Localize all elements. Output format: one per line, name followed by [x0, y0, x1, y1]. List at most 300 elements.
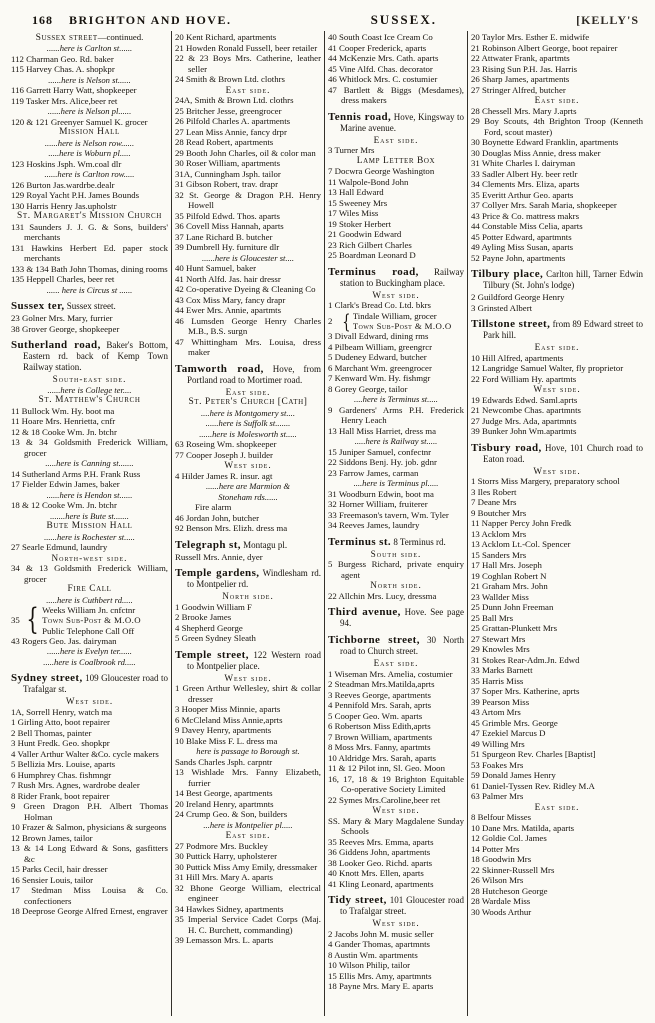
directory-entry: 120 & 121 Greenyer Samuel K. grocer	[11, 116, 148, 127]
directory-columns	[8, 31, 649, 1016]
directory-entry: 41 North Alfd. Jas. hair dressr	[175, 273, 281, 284]
braced-entry-line: Town Sub-Post & M.O.O	[352, 320, 452, 331]
directory-entry: 25 Ball Mrs	[471, 612, 514, 623]
cross-street-note: .....here is Canning st.......	[45, 458, 134, 468]
side-label: East side.	[225, 386, 271, 397]
directory-entry: 49 Ayling Miss Susan, aparts	[471, 242, 574, 252]
directory-entry: 35 Pilfold Edwd. Thos. aparts	[175, 210, 280, 221]
street-name: Sussex ter,	[11, 300, 65, 312]
directory-entry: 2 Steadman Mrs.Matilda,aprts	[328, 679, 435, 690]
directory-entry: 27 Searle Edmund, laundry	[11, 542, 108, 552]
street-description: —continued.	[97, 32, 144, 42]
street-heading	[328, 635, 464, 657]
directory-entry: 45 Vine Alfd. Chas. decorator	[328, 63, 433, 74]
street-description: from 89 Edward street to Park hill.	[483, 319, 643, 340]
directory-entry: 61 Daniel-Tyssen Rev. Ridley M.A	[471, 780, 595, 791]
directory-entry: 4 Gander Thomas, apartmnts	[328, 939, 430, 950]
side-label: West side.	[65, 696, 114, 707]
directory-entry: 27 Judge Mrs. Ada, apartmnts	[471, 415, 577, 426]
street-name: Tennis road,	[328, 110, 392, 123]
street-description: Hove. See page 94.	[340, 607, 464, 629]
cross-street-note: .......here is Bute st.......	[50, 510, 129, 521]
street-heading	[328, 895, 464, 917]
street-heading	[328, 537, 464, 548]
cross-street-note: ......here is Evelyn ter......	[47, 646, 132, 657]
directory-entry: 3 Iles Robert	[471, 486, 517, 497]
directory-entry: Sands Charles Jsph. carpntr	[175, 756, 273, 767]
cross-street-note: ...... here is Circus st ......	[46, 284, 133, 295]
side-label: West side.	[224, 672, 272, 683]
directory-entry: 36 Giddens John, apartments	[328, 847, 431, 858]
cross-street-note: ....here is Terminus pl.....	[353, 478, 439, 489]
directory-entry: 29 Knowles Mrs	[471, 644, 530, 654]
directory-entry: 22 & 23 Boys Mrs. Catherine, leather seller	[175, 53, 321, 74]
directory-entry: 3 Turner Mrs	[328, 145, 375, 155]
directory-entry: 6 Robertson Miss Edith,aprts	[328, 721, 431, 732]
directory-entry: 30 Puttick Harry, upholsterer	[175, 851, 278, 861]
directory-entry: 15 Juniper Samuel, confectnr	[328, 446, 432, 457]
directory-entry: 34 & 13 Goldsmith Frederick William, grocer	[11, 563, 168, 584]
directory-entry: 10 Blake Miss F. L. dress ma	[175, 735, 278, 746]
street-description: Hove, from Portland road to Mortimer road.	[187, 363, 321, 385]
directory-entry: 52 Payne John, apartments	[471, 252, 566, 263]
directory-entry: 31 Hill Mrs. Mary A. aparts	[175, 872, 273, 882]
institution-label: Lamp Letter Box	[356, 155, 436, 166]
directory-entry: 40 South Coast Ice Cream Co	[328, 32, 433, 42]
directory-entry: 24A, Smith & Brown Ltd. clothrs	[175, 95, 294, 105]
directory-entry: 16, 17, 18 & 19 Brighton Equitable Co-operative Society Limited	[328, 773, 464, 795]
directory-entry: 32 Horner William, fruiterer	[328, 499, 428, 510]
side-label: West side.	[533, 384, 581, 394]
street-heading	[471, 269, 643, 291]
directory-entry: 119 Tasker Mrs. Alice,beer ret	[11, 95, 118, 106]
side-label: East side.	[534, 95, 580, 105]
directory-entry: 10 Hill Alfred, apartments	[471, 352, 564, 363]
directory-entry: 8 Moss Mrs. Fanny, apartmts	[328, 742, 431, 753]
directory-entry: 27 Podmore Mrs. Buckley	[175, 840, 268, 851]
directory-entry: 38 Grover George, shopkeeper	[11, 323, 120, 334]
side-label: East side.	[225, 830, 271, 840]
directory-entry: 44 Ewer Mrs. Annie, apartmts	[175, 305, 282, 315]
directory-entry: 39 Bunker John Wm.apartmts	[471, 426, 577, 436]
directory-entry: 133 & 134 Bath John Thomas, dining rooms	[11, 263, 168, 274]
side-label: North side.	[370, 580, 422, 591]
cross-street-note: .....here is Woburn pl.....	[48, 148, 131, 158]
cross-street-note: ......here is Rochester st.....	[44, 531, 135, 542]
street-description: 8 Terminus rd.	[391, 536, 446, 547]
directory-entry: 23 Golner Mrs. Mary, furrier	[11, 313, 113, 323]
directory-entry: 13 Hall Edward	[328, 187, 384, 197]
street-heading	[471, 443, 643, 465]
street-heading	[11, 301, 168, 312]
directory-entry: 10 Frazer & Salmon, physicians & surgeons	[11, 822, 167, 833]
directory-entry: 21 Newcombe Chas. apartmnts	[471, 405, 581, 415]
directory-entry: 41 Cooper Frederick, aparts	[328, 42, 427, 53]
directory-entry: 45 Potter Edward, apartmnts	[471, 231, 572, 242]
directory-entry: 14 Sutherland Arms P.H. Frank Russ	[11, 468, 141, 479]
directory-entry: 43 Cox Miss Mary, fancy drapr	[175, 294, 286, 305]
directory-entry: 129 Royal Yacht P.H. James Bounds	[11, 190, 140, 200]
directory-entry: 31 Stokes Rear-Adm.Jn. Edwd	[471, 654, 580, 665]
directory-entry: 1A, Sorrell Henry, watch ma	[11, 706, 113, 717]
header-place-title: BRIGHTON AND HOVE.	[69, 13, 232, 27]
directory-entry: 31 White Charles I. dairyman	[471, 158, 576, 168]
directory-entry: 25 Grattan-Plunkett Mrs	[471, 623, 558, 633]
directory-entry: 12 Brown James, tailor	[11, 832, 93, 843]
directory-entry: 30 Woods Arthur	[471, 906, 532, 917]
directory-entry: 37 Collyer Mrs. Sarah Maria, shopkeeper	[471, 200, 617, 210]
directory-entry: 123 Hoskins Jsph. Wm.coal dlr	[11, 158, 122, 169]
directory-entry: 13 Acklom Lt.-Col. Spencer	[471, 539, 571, 549]
directory-entry: 34 Reeves James, laundry	[328, 520, 420, 531]
directory-entry: 15 Sweeney Mrs	[328, 197, 388, 208]
directory-entry: 27 Stringer Alfred, butcher	[471, 84, 566, 95]
directory-entry: 24 Crump Geo. & Son, builders	[175, 809, 288, 819]
side-label: South-east side.	[52, 374, 127, 384]
directory-entry: 3 Hunt Fredk. Geo. shopkpr	[11, 738, 110, 749]
institution-label: Fire Call	[67, 584, 112, 594]
directory-entry: 15 Sanders Mrs	[471, 549, 527, 560]
street-heading	[328, 607, 464, 629]
side-label: West side.	[372, 918, 420, 929]
cross-street-note: ....here is Montgomery st....	[201, 407, 295, 418]
directory-entry: 37 Lane Richard B. butcher	[175, 231, 273, 242]
directory-entry: 17 Stedman Miss Louisa & Co. confectioners	[11, 885, 168, 906]
directory-entry: 30 Roser William, apartments	[175, 158, 281, 168]
header-publisher-mark: [KELLY'S	[576, 13, 639, 27]
directory-entry: 46 Lumsden George Henry Charles M.B., B.S. surgn	[175, 315, 321, 336]
cross-street-note: .....here is Cuthbert rd.....	[46, 594, 133, 605]
directory-entry: 11 Napper Percy John Fredk	[471, 518, 572, 528]
column-1	[8, 31, 171, 1016]
directory-entry: 5 Bellizia Mrs. Louise, aparts	[11, 759, 116, 770]
street-name: Terminus road,	[328, 265, 419, 278]
column-2	[171, 31, 324, 1016]
directory-entry: 17 Hall Mrs. Joseph	[471, 560, 542, 570]
directory-entry: 5 Cooper Geo. Wm. aparts	[328, 710, 423, 721]
directory-entry: 7 Rush Mrs. Agnes, wardrobe dealer	[11, 780, 140, 791]
cross-street-note: ......here is Hendon st......	[46, 489, 133, 500]
directory-entry: 3 Reeves George, apartments	[328, 689, 431, 700]
directory-entry: 5 Dudeney Edward, butcher	[328, 352, 427, 363]
directory-entry: 19 Edwards Edwd. Saml.aprts	[471, 394, 578, 405]
directory-entry: 5 Burgess Richard, private enquiry agent	[328, 559, 464, 580]
side-label: West side.	[372, 289, 420, 300]
side-label: East side.	[225, 84, 271, 95]
street-heading	[11, 340, 168, 373]
directory-entry: 1 Green Arthur Wellesley, shirt & collar dresser	[175, 683, 321, 704]
directory-entry: 12 & 18 Cooke Wm. Jn. btchr	[11, 426, 117, 437]
directory-entry: 47 Whittingham Mrs. Louisa, dress maker	[175, 336, 321, 357]
directory-entry: 10 Wilson Philip, tailor	[328, 960, 411, 971]
directory-entry: 41 Kling Leonard, apartments	[328, 878, 434, 889]
cross-street-note: ......here is Nelson pl......	[47, 106, 132, 116]
street-heading	[328, 267, 464, 289]
street-name: Tillstone street,	[471, 318, 551, 330]
directory-entry: 13 & 34 Goldsmith Frederick William, grocer	[11, 437, 168, 458]
directory-entry: 19 Coghlan Robert N	[471, 570, 547, 581]
directory-entry: 13 Acklom Mrs	[471, 528, 527, 539]
directory-entry: 26 Sharp James, apartments	[471, 74, 570, 84]
braced-entry	[328, 308, 464, 333]
cross-street-note: ....here is Terminus st.....	[354, 394, 438, 405]
directory-entry: 1 Wiseman Mrs. Amelia, costumier	[328, 668, 453, 679]
directory-entry: 1 Clark's Bread Co. Ltd. bkrs	[328, 300, 431, 310]
directory-entry: 11 & 12 Pilot inn, Sl. Geo. Moon	[328, 763, 445, 774]
directory-entry: 44 Constable Miss Celia, aparts	[471, 221, 583, 231]
directory-entry: 131 Hawkins Herbert Ed. paper stock merchants	[11, 242, 168, 263]
side-label: West side.	[533, 465, 581, 476]
directory-entry: 22 Symes Mrs.Caroline,beer ret	[328, 794, 441, 805]
page-number: 168	[32, 13, 53, 27]
street-name: Sussex street	[35, 32, 98, 43]
directory-entry: 15 Parks Cecil, hair dresser	[11, 864, 108, 875]
header-left	[32, 13, 231, 28]
directory-entry: 11 Bullock Wm. Hy. boot ma	[11, 405, 115, 416]
directory-entry: 33 Marks Barnett	[471, 665, 533, 675]
directory-entry: 131 Saunders J. J. G. & Sons, builders' merchants	[11, 221, 168, 242]
street-heading	[328, 112, 464, 134]
directory-entry: 9 Green Dragon P.H. Albert Thomas Holman	[11, 801, 168, 822]
directory-entry: 43 Artom Mrs	[471, 707, 521, 717]
directory-entry: 16 Sensier Louis, tailor	[11, 874, 94, 885]
street-name: Sutherland road,	[11, 339, 101, 351]
cross-street-note: ......here is Suffolk st.......	[205, 418, 291, 428]
directory-entry: 5 Green Sydney Sleath	[175, 633, 256, 643]
directory-entry: 29 Boy Scouts, 4th Brighton Troop (Kenneth Ford, scout master)	[471, 116, 643, 137]
directory-entry: 116 Garrett Harry Watt, shopkeeper	[11, 85, 137, 95]
directory-entry: 28 Read Robert, apartments	[175, 137, 274, 147]
directory-entry: 8 Gorey George, tailor	[328, 383, 408, 394]
braced-entry-line: Town Sub-Post & M.O.O	[42, 615, 141, 626]
house-number: 2	[328, 315, 333, 326]
side-label: East side.	[534, 801, 580, 812]
directory-entry: 34 Clements Mrs. Eliza, aparts	[471, 179, 580, 189]
directory-entry: 22 Skinner-Russell Mrs	[471, 864, 555, 875]
directory-entry: 3 Divall Edward, dining rms	[328, 331, 429, 342]
directory-entry: 30 Puttick Miss Amy Emily, dressmaker	[175, 861, 318, 872]
directory-entry: 30 Boynette Edward Franklin, apartments	[471, 137, 619, 147]
directory-entry: 35 Reeves Mrs. Emma, aparts	[328, 836, 434, 847]
braced-entry	[11, 602, 168, 638]
directory-entry: 4 Shepherd George	[175, 622, 243, 633]
directory-entry: 32 Bhone George William, electrical engineer	[175, 882, 321, 903]
directory-entry: 46 Jordan John, butcher	[175, 512, 260, 523]
house-number: 35	[11, 615, 20, 626]
directory-entry: 9 Davey Henry, apartments	[175, 725, 272, 735]
directory-entry: 19 Stoker Herbert	[328, 218, 392, 229]
street-description: Railway station to Buckingham place.	[340, 266, 465, 288]
directory-entry: 12 Langridge Samuel Walter, fly proprietor	[471, 363, 624, 373]
directory-entry: 21 Robinson Albert George, boot repairer	[471, 42, 618, 53]
institution-label: St. Margaret's Mission Church	[17, 211, 162, 221]
cross-street-note: Stoneham rds......	[218, 491, 278, 502]
header-county-title: SUSSEX.	[370, 12, 437, 27]
side-label: East side.	[373, 658, 419, 669]
directory-entry: 30 Douglas Miss Annie, dress maker	[471, 147, 601, 158]
street-name: Terminus st.	[328, 535, 392, 548]
directory-entry: 35 Everitt Arthur Geo. aparts	[471, 189, 574, 200]
directory-entry: 7 Docwra George Washington	[328, 166, 435, 176]
street-description: 30 North road to Church street.	[340, 635, 464, 657]
street-name: Sydney street,	[11, 672, 83, 685]
directory-entry: 59 Donald James Henry	[471, 770, 556, 780]
directory-entry: 23 Rising Sun P.H. Jas. Harris	[471, 63, 578, 74]
directory-entry: 51 Spurgeon Rev. Charles [Baptist]	[471, 749, 596, 759]
directory-entry: 18 & 12 Cooke Wm. Jn. btchr	[11, 500, 117, 510]
cross-street-note: ......here is College ter....	[47, 384, 132, 395]
directory-entry: 32 St. George & Dragon P.H. Henry Howell	[175, 189, 321, 210]
directory-entry: Russell Mrs. Annie, dyer	[175, 551, 263, 562]
directory-entry: 2 Brooke James	[175, 612, 232, 622]
directory-entry: 1 Storrs Miss Margery, preparatory school	[471, 476, 620, 486]
directory-entry: 7 Kenward Wm. Hy. fishmgr	[328, 373, 431, 384]
side-label: North-west side.	[51, 552, 128, 563]
directory-entry: 63 Palmer Mrs	[471, 791, 524, 801]
institution-label: St. Peter's Church [Cath]	[188, 397, 308, 407]
directory-entry: 21 Goodwin Edward	[328, 229, 402, 239]
cross-street-note: ...here is Montpelier pl.....	[203, 819, 293, 830]
directory-entry: 28 Hutcheson George	[471, 885, 548, 896]
directory-entry: 22 Ford William Hy. apartmts	[471, 373, 577, 384]
directory-entry: 20 Taylor Mrs. Esther E. midwife	[471, 32, 590, 42]
cross-street-note: ......here are Marmion &	[205, 481, 291, 491]
directory-entry: 12 Goldie Col. James	[471, 833, 547, 843]
directory-entry: 31 Gibson Robert, trav. drapr	[175, 179, 279, 189]
directory-entry: 25 Dunn John Freeman	[471, 602, 554, 612]
directory-entry: 4 Pilbeam William, greengrcr	[328, 341, 433, 352]
directory-entry: 13 & 14 Long Edward & Sons, gasfitters &c	[11, 843, 168, 864]
street-heading	[471, 319, 643, 341]
braced-entry-line: Public Telephone Call Off	[42, 625, 135, 636]
directory-entry: 10 Aldridge Mrs. Sarah, aparts	[328, 752, 436, 763]
directory-entry: 47 Ezekiel Marcus D	[471, 728, 546, 738]
directory-entry: 63 Roseing Wm. shopkeeper	[175, 439, 277, 449]
directory-entry: 39 Lemasson Mrs. L. aparts	[175, 935, 274, 945]
directory-entry: 8 Rider Frank, boot repairer	[11, 790, 110, 801]
street-description: Baker's Bottom, Eastern rd. back of Kemp Town Railway station.	[23, 340, 168, 372]
directory-entry: 42 Co-operative Dyeing & Cleaning Co	[175, 284, 316, 294]
directory-entry: 36 Covell Miss Hannah, aparts	[175, 221, 284, 231]
directory-entry: 14 Best George, apartments	[175, 788, 273, 798]
directory-entry: 2 Jacobs John M. music seller	[328, 928, 434, 939]
street-description: Hove, Kingsway to Marine avenue.	[340, 111, 464, 133]
cross-street-note: ......here is Carlton st......	[46, 43, 133, 53]
directory-entry: 35 Harris Miss	[471, 675, 524, 686]
directory-entry: 43 Rogers Geo. Jas. dairyman	[11, 635, 117, 646]
directory-entry: 18 Payne Mrs. Mary E. aparts	[328, 981, 434, 992]
directory-entry: 33 Freemason's tavern, Wm. Tyler	[328, 509, 449, 520]
brace-icon: {	[26, 602, 39, 638]
directory-entry: 112 Charman Geo. Rd. baker	[11, 53, 114, 64]
directory-entry: 39 Pearson Miss	[471, 696, 530, 707]
brace-lines	[42, 605, 168, 636]
directory-entry: 11 Hoare Mrs. Henrietta, cnfr	[11, 416, 116, 426]
street-name: Tichborne street,	[328, 634, 420, 647]
directory-entry: 115 Harvey Chas. A. shopkpr	[11, 64, 115, 74]
street-heading	[175, 568, 321, 590]
directory-entry: 25 Boardman Leonard D	[328, 250, 416, 260]
cross-street-note: ......here is Gloucester st....	[201, 252, 295, 263]
directory-entry: 28 Chessell Mrs. Mary J.aprts	[471, 105, 577, 116]
directory-entry: 2 Bell Thomas, painter	[11, 727, 92, 738]
directory-entry: 7 Deane Mrs	[471, 497, 517, 507]
directory-entry: 34 Hawkes Sidney, apartments	[175, 903, 284, 914]
braced-entry-line: Tindale William, grocer	[352, 310, 437, 321]
street-heading	[11, 673, 168, 695]
street-heading	[175, 540, 321, 551]
directory-entry: 27 Stewart Mrs	[471, 633, 526, 644]
side-label: West side.	[372, 805, 420, 816]
column-4	[467, 31, 646, 1016]
directory-entry: 17 Fielder Edwin James, baker	[11, 479, 120, 489]
street-name: Tilbury place,	[471, 268, 544, 280]
street-name: Third avenue,	[328, 606, 401, 619]
street-description: Windlesham rd. to Montpelier rd.	[187, 568, 321, 589]
directory-entry: 9 Gardeners' Arms P.H. Frederick Henry Leach	[328, 404, 464, 426]
street-name: Tamworth road,	[175, 362, 264, 375]
directory-entry: 8 Austin Wm. apartments	[328, 949, 418, 960]
directory-entry: 18 Deeprose George Alfred Ernest, engraver	[11, 906, 168, 917]
directory-entry: 1 Girling Atto, boot repairer	[11, 717, 110, 728]
directory-entry: 13 Hall Miss Harriet, dress ma	[328, 425, 436, 436]
note-line: Fire alarm	[195, 502, 232, 512]
street-name: Temple gardens,	[175, 567, 260, 579]
column-3	[324, 31, 467, 1016]
street-name: Tidy street,	[328, 894, 387, 907]
directory-entry: 6 Humphrey Chas. fishmngr	[11, 769, 112, 780]
street-heading	[175, 364, 321, 386]
directory-entry: 29 Booth John Charles, oil & color man	[175, 147, 316, 158]
cross-street-note: .....here is Railway st.....	[354, 436, 438, 447]
institution-label: St. Matthew's Church	[38, 395, 141, 405]
side-label: East side.	[373, 134, 419, 145]
directory-entry: 40 Hunt Samuel, baker	[175, 263, 257, 273]
directory-entry: 24 Smith & Brown Ltd. clothrs	[175, 74, 285, 84]
directory-entry: 126 Burton Jas.wardrbe.dealr	[11, 179, 115, 190]
street-heading	[175, 650, 321, 672]
directory-entry: SS. Mary & Mary Magdalene Sunday Schools	[328, 815, 464, 837]
directory-entry: 46 Whitlock Mrs. C. costumier	[328, 74, 438, 84]
brace-lines	[353, 311, 464, 332]
directory-entry: 47 Bartlett & Biggs (Mesdames), dress makers	[328, 84, 464, 105]
directory-entry: 23 Wallder Miss	[471, 591, 529, 602]
directory-entry: 2 Guildford George Henry	[471, 292, 565, 302]
directory-entry: 35 Imperial Service Cadet Corps (Maj. H. C. Burchett, commanding)	[175, 914, 321, 935]
institution-label: Bute Mission Hall	[46, 521, 133, 531]
cross-street-note: ......here is Carlton row.....	[44, 169, 135, 179]
directory-entry: 26 Pilfold Charles A. apartments	[175, 116, 291, 126]
institution-label: Mission Hall	[59, 127, 120, 137]
street-name: Temple street,	[175, 648, 249, 661]
page-header	[8, 8, 649, 31]
street-description: 122 Western road to Montpelier place.	[187, 649, 321, 671]
directory-entry: 11 Walpole-Bond John	[328, 176, 409, 187]
directory-entry: 28 Wardale Miss	[471, 896, 531, 906]
directory-entry: 9 Boutcher Mrs	[471, 507, 527, 518]
directory-entry: 21 Graham Mrs. John	[471, 581, 548, 591]
directory-entry: 4 Valler Arthur Walter &Co. cycle makers	[11, 748, 159, 759]
cross-street-note: ......here is Molesworth st.....	[199, 428, 297, 439]
directory-entry: 53 Foakes Mrs	[471, 759, 524, 770]
directory-entry: 4 Pennifold Mrs. Sarah, aprts	[328, 700, 432, 711]
directory-entry: 20 Ireland Henry, apartmnts	[175, 798, 274, 809]
directory-entry: 22 Allchin Mrs. Lucy, dressma	[328, 590, 437, 601]
cross-street-note: .....here is Coalbrook rd.....	[43, 656, 136, 667]
street-description: Carlton hill, Tarner Edwin Tilbury (St. John's lodge)	[483, 269, 643, 290]
directory-entry: 43 Price & Co. mattress makrs	[471, 210, 579, 221]
directory-entry: 1 Goodwin William F	[175, 601, 252, 612]
